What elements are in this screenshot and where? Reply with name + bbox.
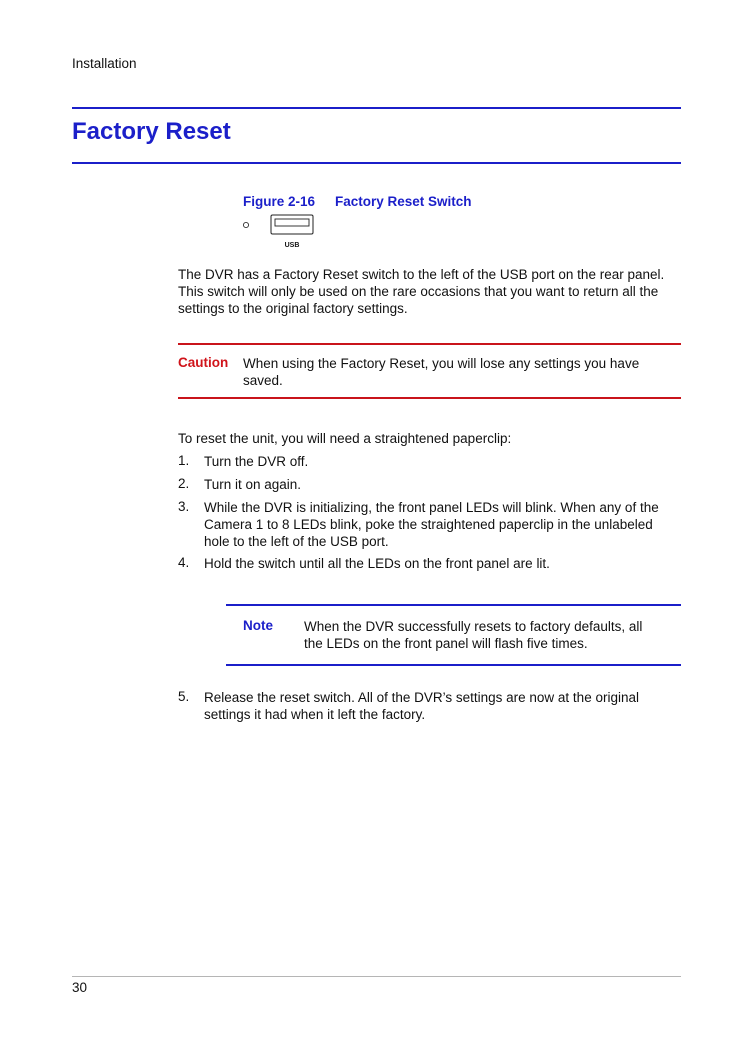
step-text: Turn it on again. xyxy=(204,477,302,492)
step-number: 3. xyxy=(178,499,190,514)
caution-text: When using the Factory Reset, you will lose any settings you have saved. xyxy=(243,356,640,388)
procedure-lead: To reset the unit, you will need a straightened paperclip: xyxy=(178,431,512,446)
step-text: Turn the DVR off. xyxy=(204,454,309,469)
caution-rule-bottom xyxy=(178,397,681,399)
usb-label: USB xyxy=(284,242,300,249)
title-rule-bottom xyxy=(72,162,681,164)
note-rule-top xyxy=(226,604,681,606)
factory-reset-figure xyxy=(240,213,320,251)
caution-rule-top xyxy=(178,343,681,345)
step-text: While the DVR is initializing, the front panel LEDs will blink. When any of the Camera 1 to 8 LEDs blink, poke the straightened paperclip in the unlabeled hole to the left of the USB port. xyxy=(204,500,659,549)
step-number: 4. xyxy=(178,555,190,570)
figure-title: Factory Reset Switch xyxy=(335,194,472,209)
step-number: 1. xyxy=(178,453,190,468)
page-title: Factory Reset xyxy=(72,118,231,145)
note-label: Note xyxy=(243,618,273,633)
note-text: When the DVR successfully resets to factory defaults, all the LEDs on the front panel will flash five times. xyxy=(304,619,643,651)
intro-paragraph: The DVR has a Factory Reset switch to the left of the USB port on the rear panel. This switch will only be used on the rare occasions that you want to return all the settings to the original factory settings. xyxy=(178,267,665,316)
figure-number: Figure 2-16 xyxy=(243,194,316,209)
page-number: 30 xyxy=(72,980,88,995)
step-number: 5. xyxy=(178,689,190,704)
footer-rule xyxy=(72,976,681,977)
step-number: 2. xyxy=(178,476,190,491)
step-text: Hold the switch until all the LEDs on the front panel are lit. xyxy=(204,556,550,571)
step-text: Release the reset switch. All of the DVR’s settings are now at the original settings it had when it left the factory. xyxy=(204,690,639,722)
note-rule-bottom xyxy=(226,664,681,666)
usb-port-icon xyxy=(240,213,320,251)
title-rule-top xyxy=(72,107,681,109)
caution-label: Caution xyxy=(178,355,229,370)
running-header: Installation xyxy=(72,56,137,71)
